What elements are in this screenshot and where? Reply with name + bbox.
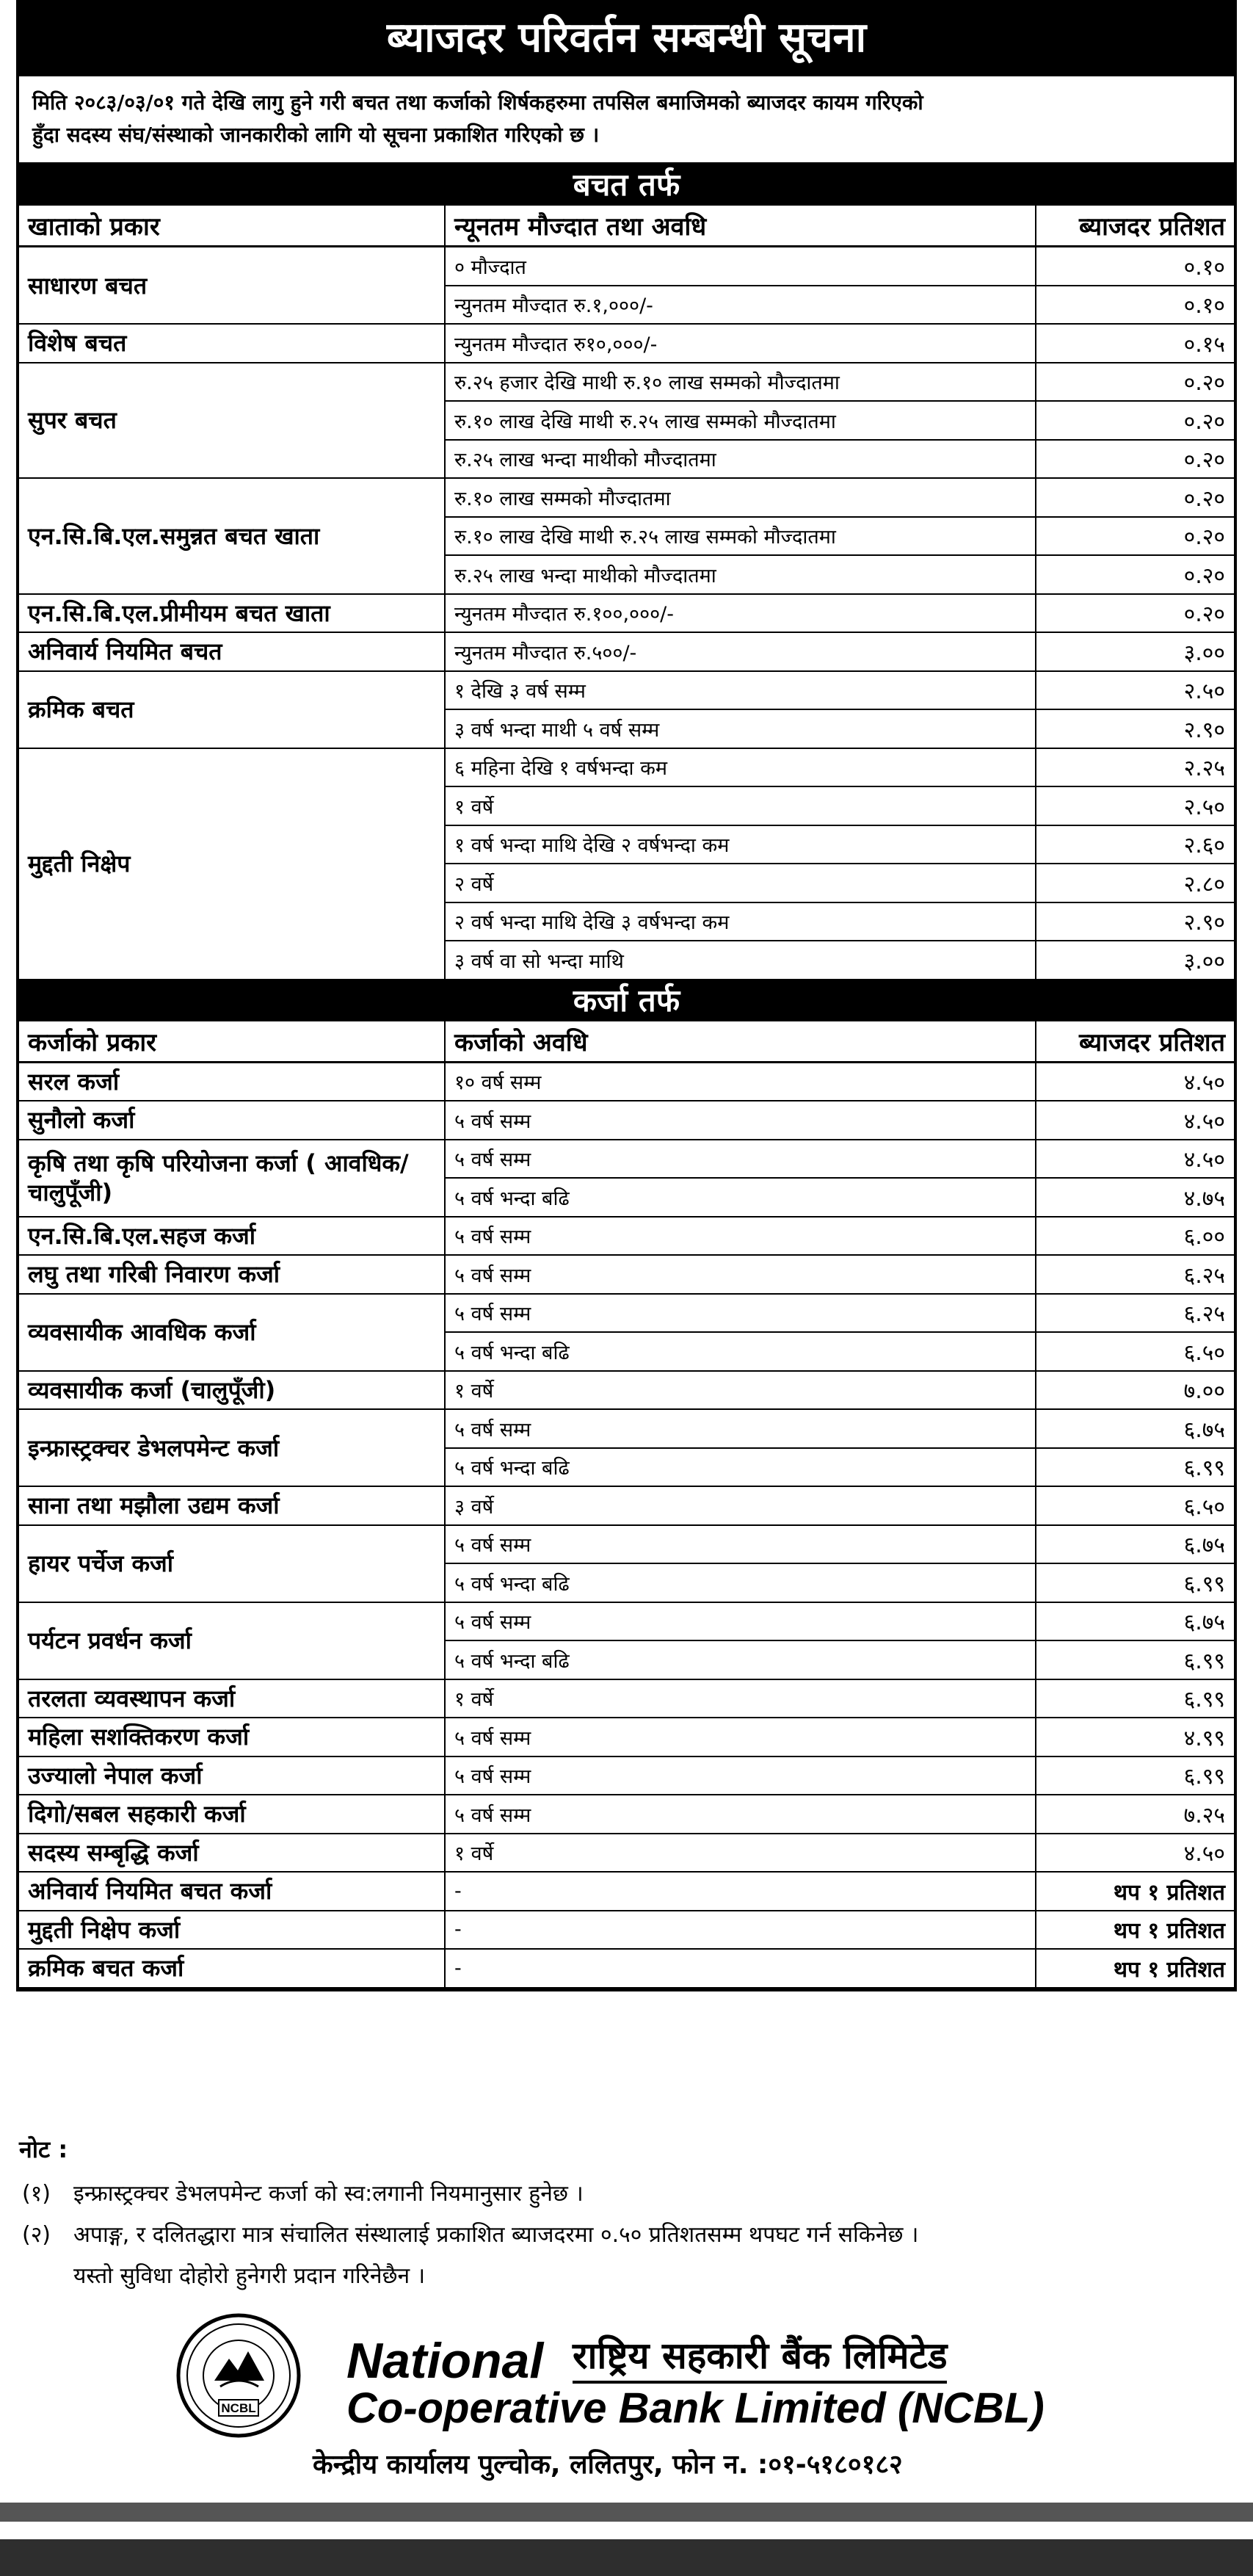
- table-row: [19, 363, 1234, 402]
- term-cell: न्युनतम मौज्दात रु.१००,०००/-: [445, 594, 1036, 633]
- product-type-cell: अनिवार्य नियमित बचत कर्जा: [19, 1872, 445, 1911]
- term-cell: रु.२५ लाख भन्दा माथीको मौज्दातमा: [445, 440, 1036, 479]
- intro-line-2: हुँदा सदस्य संघ/संस्थाको जानकारीको लागि यो सूचना प्रकाशित गरिएको छ ।: [32, 123, 600, 147]
- term-cell: ५ वर्ष भन्दा बढि: [445, 1332, 1036, 1371]
- product-type-cell: साना तथा मझौला उद्यम कर्जा: [19, 1486, 445, 1525]
- table-row: [19, 1911, 1234, 1950]
- note-continuation: यस्तो सुविधा दोहोरो हुनेगरी प्रदान गरिनेछैन ।: [73, 2263, 426, 2289]
- table-row: [19, 748, 1234, 787]
- column-header: ब्याजदर प्रतिशत: [1036, 1021, 1234, 1063]
- term-cell: ६ महिना देखि १ वर्षभन्दा कम: [445, 748, 1036, 787]
- table-row: [19, 1834, 1234, 1873]
- term-cell: १ वर्ष भन्दा माथि देखि २ वर्षभन्दा कम: [445, 825, 1036, 864]
- rate-cell: ४.५०: [1036, 1062, 1234, 1101]
- rate-cell: ४.५०: [1036, 1101, 1234, 1140]
- table-row: [19, 1217, 1234, 1256]
- product-type-cell: पर्यटन प्रवर्धन कर्जा: [19, 1602, 445, 1679]
- term-cell: ५ वर्ष सम्म: [445, 1294, 1036, 1333]
- table-row: [19, 1949, 1234, 1988]
- rate-cell: थप १ प्रतिशत: [1036, 1949, 1234, 1988]
- product-type-cell: मुद्दती निक्षेप कर्जा: [19, 1911, 445, 1950]
- term-cell: न्युनतम मौज्दात रु.५००/-: [445, 632, 1036, 671]
- term-cell: ५ वर्ष सम्म: [445, 1217, 1036, 1256]
- rate-cell: ०.१५: [1036, 324, 1234, 363]
- table-row: [19, 1255, 1234, 1294]
- intro-paragraph: [19, 76, 1234, 164]
- note-item: [19, 2215, 1238, 2256]
- product-type-cell: दिगो/सबल सहकारी कर्जा: [19, 1795, 445, 1834]
- table-row: [19, 1872, 1234, 1911]
- term-cell: ५ वर्ष सम्म: [445, 1101, 1036, 1140]
- table-row: [19, 324, 1234, 363]
- product-type-cell: एन.सि.बि.एल.समुन्नत बचत खाता: [19, 478, 445, 594]
- term-cell: ५ वर्ष भन्दा बढि: [445, 1178, 1036, 1217]
- footer-stripe: [0, 2503, 1253, 2522]
- table-row: [19, 1718, 1234, 1756]
- rate-cell: ४.५०: [1036, 1140, 1234, 1179]
- term-cell: ५ वर्ष सम्म: [445, 1718, 1036, 1756]
- product-type-cell: हायर पर्चेज कर्जा: [19, 1525, 445, 1602]
- term-cell: न्युनतम मौज्दात रु.१,०००/-: [445, 286, 1036, 325]
- term-cell: -: [445, 1911, 1036, 1950]
- rate-cell: ६.००: [1036, 1217, 1234, 1256]
- brand-english-line-2: Co-operative Bank Limited (NCBL): [346, 2384, 1045, 2432]
- rate-cell: ४.५०: [1036, 1834, 1234, 1873]
- term-cell: १० वर्ष सम्म: [445, 1062, 1036, 1101]
- ncbl-seal-logo: [176, 2313, 301, 2438]
- rate-cell: ६.९९: [1036, 1679, 1234, 1718]
- table-row: [19, 632, 1234, 671]
- note-number: (१): [22, 2181, 51, 2207]
- column-header: कर्जाको अवधि: [445, 1021, 1036, 1063]
- term-cell: ३ वर्षे: [445, 1486, 1036, 1525]
- rate-cell: ६.५०: [1036, 1486, 1234, 1525]
- table-header-row: [19, 206, 1234, 247]
- table-row: [19, 1294, 1234, 1333]
- product-type-cell: सुपर बचत: [19, 363, 445, 479]
- bank-footer: [176, 2313, 1086, 2438]
- product-type-cell: व्यवसायीक कर्जा (चालुपूँजी): [19, 1371, 445, 1410]
- table-row: [19, 1062, 1234, 1101]
- term-cell: १ वर्षे: [445, 786, 1036, 825]
- table-row: [19, 247, 1234, 286]
- term-cell: ३ वर्ष भन्दा माथी ५ वर्ष सम्म: [445, 709, 1036, 748]
- seal-text: NCBL: [221, 2401, 256, 2415]
- rate-cell: ४.७५: [1036, 1178, 1234, 1217]
- column-header: न्यूनतम मौज्दात तथा अवधि: [445, 206, 1036, 247]
- term-cell: ५ वर्ष भन्दा बढि: [445, 1563, 1036, 1602]
- term-cell: ५ वर्ष सम्म: [445, 1409, 1036, 1448]
- table-row: [19, 1679, 1234, 1718]
- product-type-cell: लघु तथा गरिबी निवारण कर्जा: [19, 1255, 445, 1294]
- rate-cell: २.९०: [1036, 902, 1234, 941]
- product-type-cell: एन.सि.बि.एल.प्रीमीयम बचत खाता: [19, 594, 445, 633]
- loans-heading: कर्जा तर्फ: [19, 980, 1234, 1021]
- intro-line-1: मिति २०८३/०३/०१ गते देखि लागु हुने गरी बचत तथा कर्जाको शिर्षकहरुमा तपसिल बमाजिमको ब्याजदर कायम गरिएको: [32, 90, 923, 115]
- rate-cell: ६.९९: [1036, 1448, 1234, 1487]
- table-row: [19, 1101, 1234, 1140]
- rate-cell: ६.७५: [1036, 1525, 1234, 1564]
- rate-cell: २.९०: [1036, 709, 1234, 748]
- product-type-cell: कृषि तथा कृषि परियोजना कर्जा ( आवधिक/चालुपूँजी): [19, 1140, 445, 1217]
- term-cell: ५ वर्ष सम्म: [445, 1525, 1036, 1564]
- rate-cell: ७.००: [1036, 1371, 1234, 1410]
- term-cell: -: [445, 1949, 1036, 1988]
- rate-cell: ०.२०: [1036, 401, 1234, 440]
- notes-title: नोट :: [19, 2135, 68, 2163]
- rate-cell: २.२५: [1036, 748, 1234, 787]
- rate-cell: ६.९९: [1036, 1563, 1234, 1602]
- rate-cell: ६.२५: [1036, 1294, 1234, 1333]
- table-row: [19, 1525, 1234, 1564]
- column-header: खाताको प्रकार: [19, 206, 445, 247]
- rate-cell: ०.२०: [1036, 594, 1234, 633]
- rate-cell: थप १ प्रतिशत: [1036, 1872, 1234, 1911]
- note-number: (२): [22, 2222, 51, 2248]
- term-cell: रु.१० लाख देखि माथी रु.२५ लाख सम्मको मौज्दातमा: [445, 401, 1036, 440]
- term-cell: १ वर्षे: [445, 1679, 1036, 1718]
- term-cell: ५ वर्ष भन्दा बढि: [445, 1640, 1036, 1679]
- term-cell: ५ वर्ष भन्दा बढि: [445, 1448, 1036, 1487]
- table-row: [19, 1409, 1234, 1448]
- rate-cell: ०.२०: [1036, 478, 1234, 517]
- product-type-cell: तरलता व्यवस्थापन कर्जा: [19, 1679, 445, 1718]
- product-type-cell: उज्यालो नेपाल कर्जा: [19, 1756, 445, 1795]
- product-type-cell: सुनौलो कर्जा: [19, 1101, 445, 1140]
- product-type-cell: अनिवार्य नियमित बचत: [19, 632, 445, 671]
- column-header: कर्जाको प्रकार: [19, 1021, 445, 1063]
- rate-cell: ६.९९: [1036, 1756, 1234, 1795]
- rate-cell: ०.२०: [1036, 517, 1234, 556]
- loans-table: [19, 1021, 1234, 1989]
- rate-cell: ६.७५: [1036, 1602, 1234, 1641]
- notes-section: [19, 2133, 1238, 2297]
- note-item: [19, 2174, 1238, 2215]
- rate-cell: २.५०: [1036, 671, 1234, 710]
- table-row: [19, 1756, 1234, 1795]
- product-type-cell: एन.सि.बि.एल.सहज कर्जा: [19, 1217, 445, 1256]
- note-text: अपाङ्ग, र दलितद्धारा मात्र संचालित संस्थालाई प्रकाशित ब्याजदरमा ०.५० प्रतिशतसम्म थपघट गर्न सकिनेछ ।: [73, 2222, 919, 2248]
- rate-cell: ६.५०: [1036, 1332, 1234, 1371]
- rate-cell: ०.२०: [1036, 555, 1234, 594]
- product-type-cell: मुद्दती निक्षेप: [19, 748, 445, 980]
- term-cell: ० मौज्दात: [445, 247, 1036, 286]
- term-cell: रु.१० लाख सम्मको मौज्दातमा: [445, 478, 1036, 517]
- table-row: [19, 1140, 1234, 1179]
- rate-cell: ६.२५: [1036, 1255, 1234, 1294]
- term-cell: न्युनतम मौज्दात रु१०,०००/-: [445, 324, 1036, 363]
- term-cell: ३ वर्ष वा सो भन्दा माथि: [445, 941, 1036, 980]
- rate-cell: ३.००: [1036, 941, 1234, 980]
- rate-cell: ४.९९: [1036, 1718, 1234, 1756]
- rate-cell: थप १ प्रतिशत: [1036, 1911, 1234, 1950]
- rate-notice: [16, 0, 1237, 1991]
- brand-english-line-1: National: [346, 2333, 544, 2389]
- table-row: [19, 1602, 1234, 1641]
- term-cell: ५ वर्ष सम्म: [445, 1795, 1036, 1834]
- term-cell: रु.२५ हजार देखि माथी रु.१० लाख सम्मको मौज्दातमा: [445, 363, 1036, 402]
- rate-cell: ६.९९: [1036, 1640, 1234, 1679]
- table-header-row: [19, 1021, 1234, 1063]
- term-cell: ५ वर्ष सम्म: [445, 1756, 1036, 1795]
- term-cell: ५ वर्ष सम्म: [445, 1140, 1036, 1179]
- brand-nepali-name: राष्ट्रिय सहकारी बैंक लिमिटेड: [573, 2329, 947, 2384]
- product-type-cell: क्रमिक बचत: [19, 671, 445, 748]
- rate-cell: ०.१०: [1036, 247, 1234, 286]
- term-cell: रु.१० लाख देखि माथी रु.२५ लाख सम्मको मौज्दातमा: [445, 517, 1036, 556]
- term-cell: ५ वर्ष सम्म: [445, 1602, 1036, 1641]
- rate-cell: २.८०: [1036, 864, 1234, 902]
- product-type-cell: विशेष बचत: [19, 324, 445, 363]
- rate-cell: ३.००: [1036, 632, 1234, 671]
- note-text: इन्फ्रास्ट्रक्चर डेभलपमेन्ट कर्जा को स्व:लगानी नियमानुसार हुनेछ ।: [73, 2181, 584, 2207]
- term-cell: २ वर्षे: [445, 864, 1036, 902]
- table-row: [19, 594, 1234, 633]
- table-row: [19, 478, 1234, 517]
- rate-cell: ७.२५: [1036, 1795, 1234, 1834]
- term-cell: ५ वर्ष सम्म: [445, 1255, 1036, 1294]
- rate-cell: ०.१०: [1036, 286, 1234, 325]
- product-type-cell: साधारण बचत: [19, 247, 445, 325]
- rate-cell: ६.७५: [1036, 1409, 1234, 1448]
- product-type-cell: इन्फ्रास्ट्रक्चर डेभलपमेन्ट कर्जा: [19, 1409, 445, 1486]
- table-row: [19, 1486, 1234, 1525]
- notice-title: ब्याजदर परिवर्तन सम्बन्धी सूचना: [19, 0, 1234, 76]
- office-address: केन्द्रीय कार्यालय पुल्चोक, ललितपुर, फोन न. :०१-५१८०१८२: [313, 2450, 903, 2480]
- product-type-cell: महिला सशक्तिकरण कर्जा: [19, 1718, 445, 1756]
- term-cell: १ वर्षे: [445, 1371, 1036, 1410]
- rate-cell: २.६०: [1036, 825, 1234, 864]
- product-type-cell: व्यवसायीक आवधिक कर्जा: [19, 1294, 445, 1371]
- term-cell: -: [445, 1872, 1036, 1911]
- table-row: [19, 1795, 1234, 1834]
- savings-heading: बचत तर्फ: [19, 164, 1234, 206]
- product-type-cell: सरल कर्जा: [19, 1062, 445, 1101]
- rate-cell: ०.२०: [1036, 363, 1234, 402]
- product-type-cell: सदस्य सम्बृद्धि कर्जा: [19, 1834, 445, 1873]
- footer-band: [0, 2539, 1253, 2576]
- term-cell: १ वर्षे: [445, 1834, 1036, 1873]
- rate-cell: २.५०: [1036, 786, 1234, 825]
- table-row: [19, 671, 1234, 710]
- table-row: [19, 1371, 1234, 1410]
- term-cell: १ देखि ३ वर्ष सम्म: [445, 671, 1036, 710]
- term-cell: रु.२५ लाख भन्दा माथीको मौज्दातमा: [445, 555, 1036, 594]
- column-header: ब्याजदर प्रतिशत: [1036, 206, 1234, 247]
- rate-cell: ०.२०: [1036, 440, 1234, 479]
- term-cell: २ वर्ष भन्दा माथि देखि ३ वर्षभन्दा कम: [445, 902, 1036, 941]
- product-type-cell: क्रमिक बचत कर्जा: [19, 1949, 445, 1988]
- savings-table: [19, 206, 1234, 980]
